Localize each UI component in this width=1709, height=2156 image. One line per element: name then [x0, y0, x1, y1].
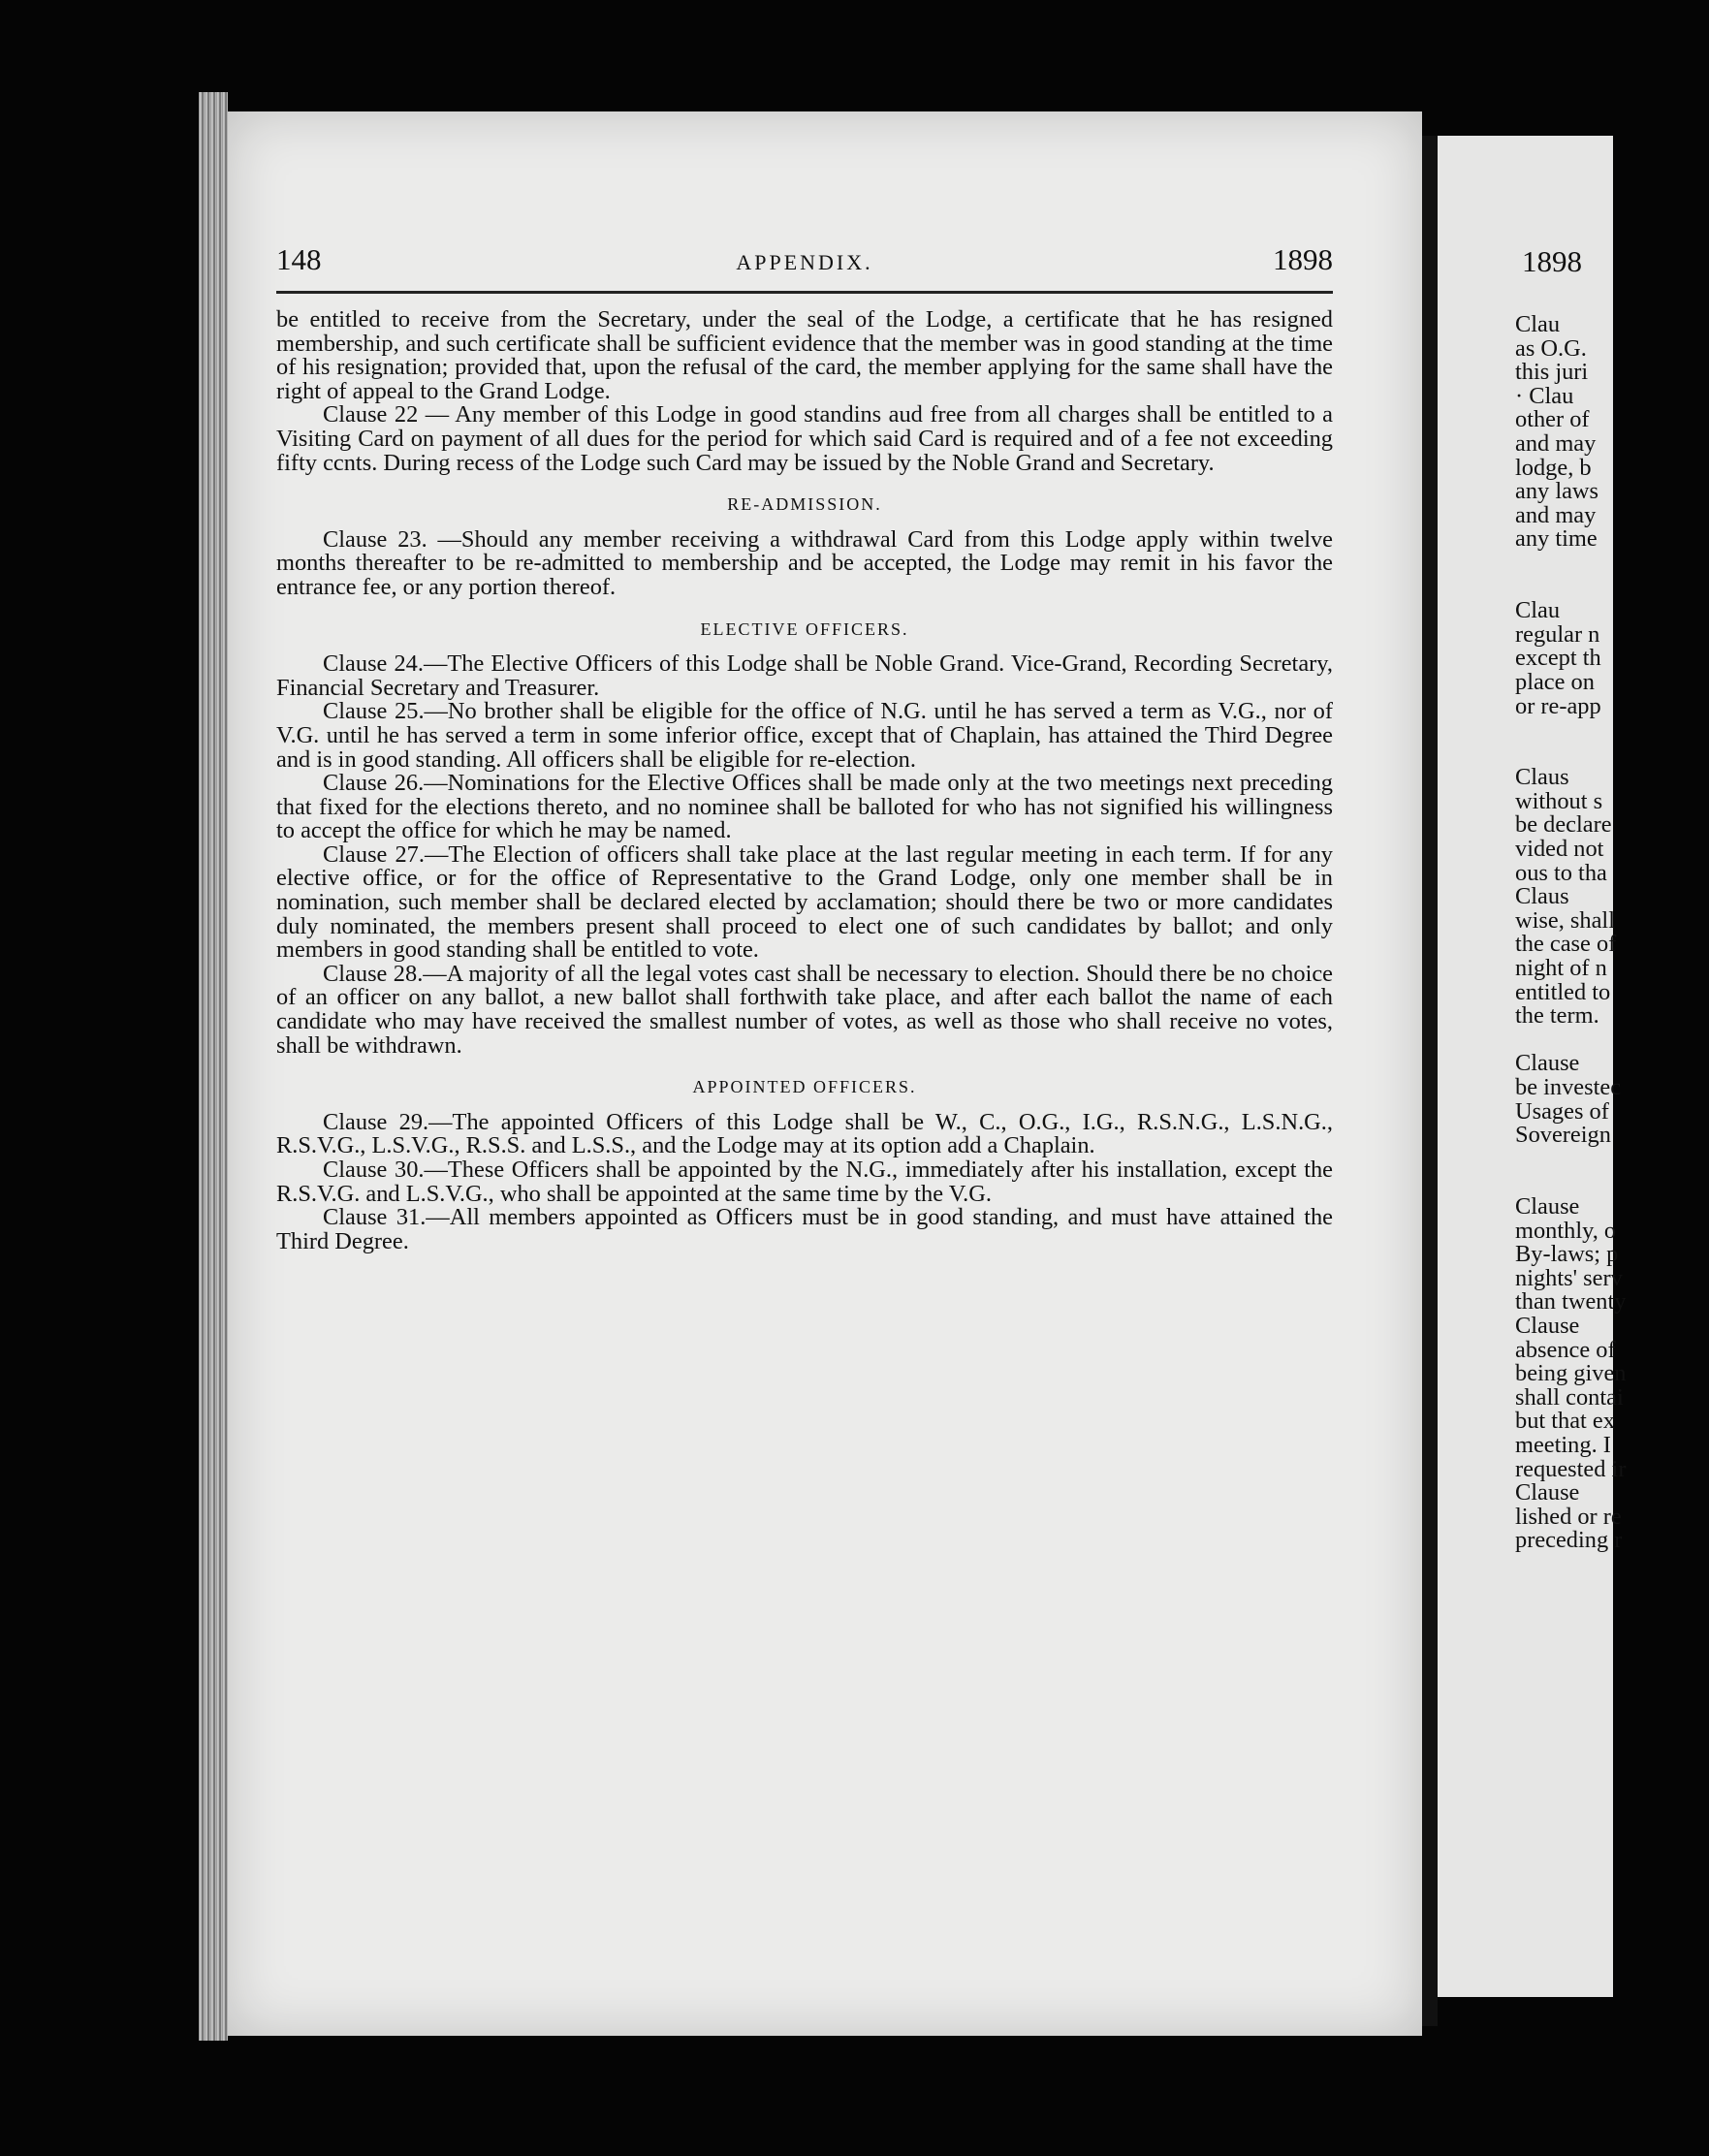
edge-line: absence of	[1515, 1336, 1616, 1363]
edge-line: or re-app	[1515, 692, 1601, 719]
edge-line: than twenty	[1515, 1288, 1627, 1316]
edge-line: Claus	[1515, 883, 1569, 910]
edge-line: Sovereign	[1515, 1122, 1611, 1149]
edge-line: being given	[1515, 1360, 1627, 1387]
running-title: APPENDIX.	[736, 250, 873, 274]
edge-line: Clau	[1515, 597, 1561, 624]
edge-line	[1515, 743, 1709, 767]
book-gutter	[1422, 136, 1438, 2026]
edge-line: Claus	[1515, 764, 1569, 791]
paragraph: Clause 25.—No brother shall be eligible for the office of N.G. until he has served a term as V.G., nor of V.G. until he has served a term in some inferior office, except that of Chaplain, has attained the Third Degree and is in good standing. All officers shall be eligible for re-election.	[276, 698, 1333, 773]
edge-line: except th	[1515, 645, 1601, 672]
edge-line: this juri	[1515, 359, 1589, 386]
edge-line	[1515, 718, 1709, 743]
edge-line	[1515, 1171, 1709, 1195]
edge-line: as O.G.	[1515, 334, 1587, 362]
paragraph: Clause 30.—These Officers shall be appointed by the N.G., immediately after his installation, except the R.S.V.G. and L.S.V.G., who shall be appointed at the same time by the V.G.	[276, 1157, 1333, 1207]
section-heading: RE-ADMISSION.	[727, 494, 882, 515]
paragraph: Clause 29.—The appointed Officers of this Lodge shall be W., C., O.G., I.G., R.S.N.G., L.S.N.G., R.S.V.G., L.S.V.G., R.S.S. and L.S.S., and the Lodge may at its option add a Chaplain.	[276, 1108, 1333, 1159]
paragraph: Clause 28.—A majority of all the legal votes cast shall be necessary to election. Should there be no choice of an officer on any ballot, a new ballot shall forthwith take place, and after each ballot the name of each candidate who may have received the smallest number of votes, as well as those who shall receive no votes, shall be withdrawn.	[276, 960, 1333, 1059]
edge-line: Clause	[1515, 1192, 1580, 1220]
edge-line	[1515, 1029, 1709, 1053]
edge-line: and may	[1515, 501, 1597, 528]
page-number: 148	[276, 242, 322, 276]
paragraph: Clause 26.—Nominations for the Elective Offices shall be made only at the two meetings next preceding that fixed for the elections thereto, and no nominee shall be balloted for who has not signified his willingness to accept the office for which he may be named.	[276, 770, 1333, 844]
edge-line: Clause	[1515, 1050, 1580, 1077]
edge-line	[1515, 552, 1709, 576]
edge-line: be investec	[1515, 1074, 1622, 1100]
edge-line: and may	[1515, 429, 1597, 457]
edge-line	[1515, 576, 1709, 600]
paragraph: Clause 23. —Should any member receiving a withdrawal Card from this Lodge apply within twelve months thereafter to be re-admitted to membership and be accepted, the Lodge may remit in his favor the entrance fee, or any portion thereof.	[276, 525, 1333, 600]
header-rule	[276, 291, 1333, 294]
edge-line: be declare	[1515, 811, 1612, 839]
right-page-year: 1898	[1522, 244, 1582, 278]
edge-line: the case of	[1515, 931, 1617, 958]
edge-line: Clause	[1515, 1479, 1580, 1506]
edge-line: requested ir	[1515, 1455, 1627, 1482]
right-page-text	[1515, 313, 1709, 1553]
page-body	[276, 308, 1333, 1253]
edge-line: any time	[1515, 525, 1598, 553]
page-year: 1898	[1273, 242, 1333, 276]
edge-line: but that ex	[1515, 1408, 1615, 1435]
edge-line	[1515, 1148, 1709, 1172]
edge-line: ous to tha	[1515, 859, 1607, 886]
edge-line: night of n	[1515, 955, 1607, 982]
page-edges	[199, 92, 228, 2041]
edge-line: shall contai	[1515, 1383, 1624, 1411]
edge-line: without s	[1515, 787, 1603, 814]
paragraph: Clause 31.—All members appointed as Officers must be in good standing, and must have attained the Third Degree.	[276, 1204, 1333, 1254]
edge-line: Clau	[1515, 311, 1561, 337]
edge-line: place on	[1515, 668, 1595, 695]
edge-line: any laws	[1515, 478, 1599, 505]
edge-line: monthly, o	[1515, 1217, 1617, 1244]
edge-line: Clause	[1515, 1312, 1580, 1339]
paragraph: Clause 22 — Any member of this Lodge in good standins aud free from all charges shall be entitled to a Visiting Card on payment of all dues for the period for which said Card is required and of a fee not exceeding fifty ccnts. During recess of the Lodge such Card may be issued by the Noble Grand and Secretary.	[276, 401, 1333, 476]
paragraph: Clause 27.—The Election of officers shall take place at the last regular meeting in each term. If for any elective office, or for the office of Representative to the Grand Lodge, only one member shall be in nomination, such member shall be declared elected by acclamation; should there be two or more candidates duly nominated, the members present shall proceed to elect one of such candidates by ballot; and only members in good standing shall be entitled to vote.	[276, 840, 1333, 964]
paragraph: be entitled to receive from the Secretary, under the seal of the Lodge, a certificate that he has resigned membership, and such certificate shall be sufficient evidence that the member was in good standing at the time of his resignation; provided that, upon the refusal of the card, the member applying for the same shall have the right of appeal to the Grand Lodge.	[276, 306, 1333, 404]
edge-line: wise, shall	[1515, 906, 1615, 934]
edge-line: entitled to	[1515, 978, 1611, 1005]
edge-line: By-laws; p	[1515, 1241, 1619, 1268]
paragraph: Clause 24.—The Elective Officers of this Lodge shall be Noble Grand. Vice-Grand, Recording Secretary, Financial Secretary and Treasurer.	[276, 650, 1333, 701]
edge-line: preceding r	[1515, 1527, 1623, 1554]
edge-line: Usages of	[1515, 1097, 1609, 1125]
edge-line: lished or re	[1515, 1503, 1622, 1530]
edge-line: · Clau	[1515, 382, 1574, 409]
edge-line: meeting. I	[1515, 1431, 1611, 1458]
edge-line: other of	[1515, 406, 1590, 433]
edge-line: lodge, b	[1515, 454, 1592, 481]
section-heading: ELECTIVE OFFICERS.	[700, 618, 909, 639]
page-header	[276, 242, 1333, 281]
edge-line: vided not	[1515, 836, 1604, 863]
edge-line: regular n	[1515, 620, 1600, 648]
edge-line: the term.	[1515, 1002, 1599, 1030]
section-heading: APPOINTED OFFICERS.	[692, 1077, 917, 1097]
right-page	[1438, 136, 1627, 1997]
edge-line: nights' serv	[1515, 1264, 1623, 1291]
